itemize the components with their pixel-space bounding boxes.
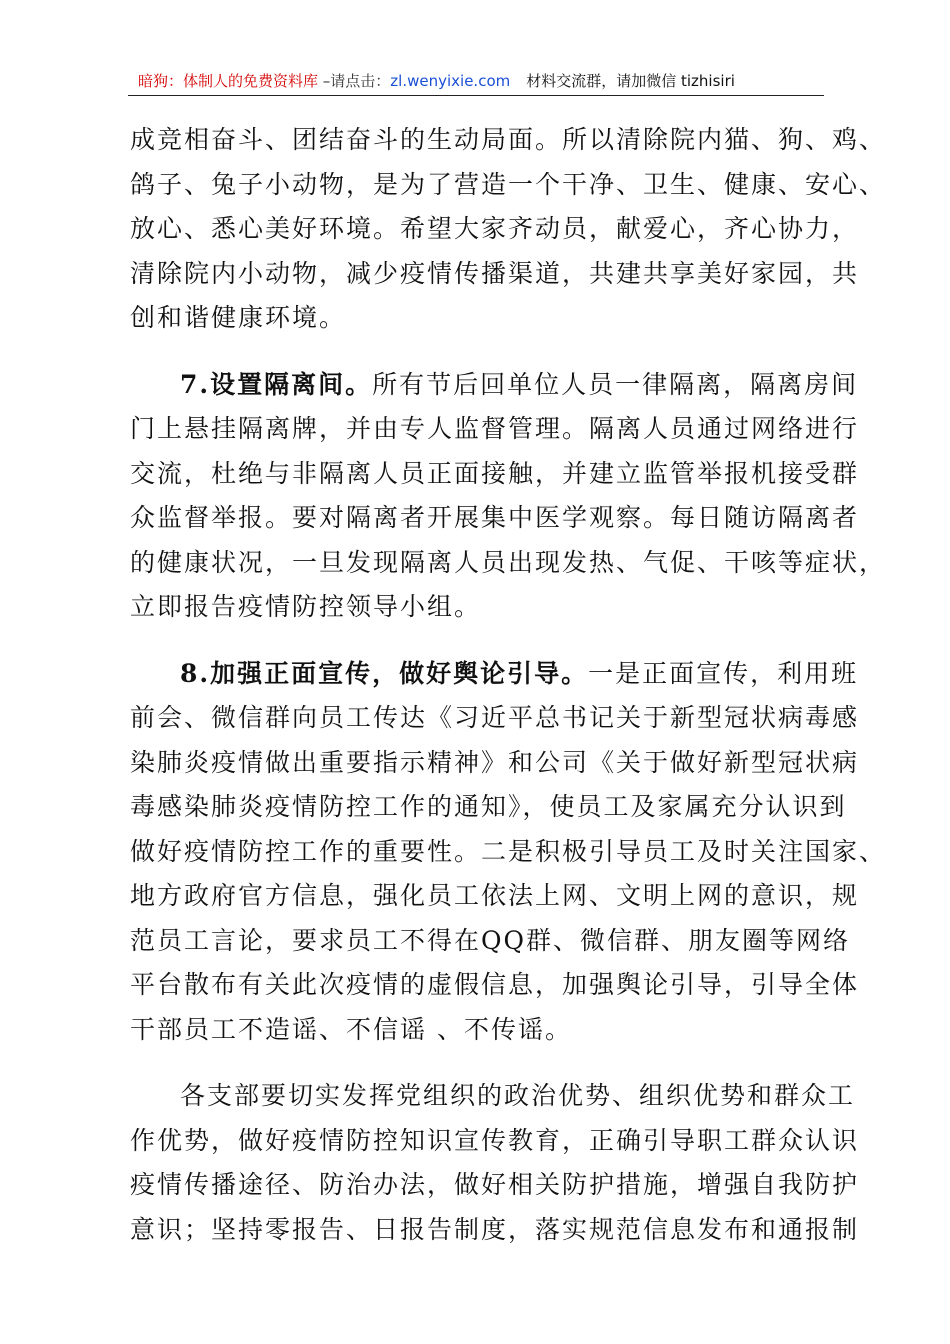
text-line: 放心、悉心美好环境。希望大家齐动员，献爱心，齐心协力， [130,214,860,243]
paragraph-publicity [130,652,887,1053]
paragraph-gap [130,341,842,363]
header-click-prompt: –请点击： [318,72,391,90]
paragraph-gap [130,1052,842,1074]
text-line: 毒感染肺炎疫情防控工作的通知》，使员工及家属充分认识到 [130,792,847,821]
section-heading: 8.加强正面宣传，做好舆论引导。 [180,658,589,688]
text-line: 做好疫情防控工作的重要性。二是积极引导员工及时关注国家、 [130,836,887,866]
text-line: 范员工言论，要求员工不得在QQ群、微信群、朋友圈等网络 [130,925,850,955]
text-line: 染肺炎疫情做出重要指示精神》和公司《关于做好新型冠状病 [130,747,860,777]
text-line: 作优势，做好疫情防控知识宣传教育，正确引导职工群众认识 [130,1125,860,1155]
text-line: 前会、微信群向员工传达《习近平总书记关于新型冠状病毒感 [130,703,860,732]
document-header [138,70,822,94]
header-link[interactable]: zl.wenyixie.com [390,72,511,90]
section-heading: 7.设置隔离间。 [180,369,373,399]
text-line: 成竞相奋斗、团结奋斗的生动局面。所以清除院内猫、狗、鸡、 [130,125,887,154]
text-line: 立即报告疫情防控领导小组。 [130,592,482,621]
text-line: 的健康状况，一旦发现隔离人员出现发热、气促、干咳等症状， [130,547,887,577]
text-line [130,363,859,408]
text-line: 平台散布有关此次疫情的虚假信息，加强舆论引导，引导全体 [130,970,860,999]
text-line [130,652,859,697]
paragraph-intro [130,118,887,341]
text-line: 门上悬挂隔离牌，并由专人监督管理。隔离人员通过网络进行 [130,414,860,443]
text-segment: 一是正面宣传，利用班 [588,658,859,688]
text-line: 干部员工不造谣、不信谣 、不传谣。 [130,1014,572,1044]
text-line: 疫情传播途径、防治办法，做好相关防护措施，增强自我防护 [130,1170,860,1199]
text-line: 清除院内小动物，减少疫情传播渠道，共建共享美好家园，共 [130,258,860,288]
text-line: 众监督举报。要对隔离者开展集中医学观察。每日随访隔离者 [130,503,860,532]
text-line: 意识；坚持零报告、日报告制度，落实规范信息发布和通报制 [130,1214,860,1244]
header-divider [128,95,824,96]
text-line: 各支部要切实发挥党组织的政治优势、组织优势和群众工 [180,1081,856,1110]
text-line: 鸽子、兔子小动物，是为了营造一个干净、卫生、健康、安心、 [130,169,887,199]
text-segment: 所有节后回单位人员一律隔离，隔离房间 [372,369,859,399]
paragraph-branches [130,1074,860,1252]
paragraph-gap [130,630,842,652]
text-line: 创和谐健康环境。 [130,303,347,332]
text-line: 地方政府官方信息，强化员工依法上网、文明上网的意识，规 [130,881,860,910]
header-source-name: 暗狗：体制人的免费资料库 [138,72,319,90]
document-body [130,118,887,1252]
header-wechat-note: 材料交流群，请加微信 tizhisiri [526,72,735,90]
paragraph-isolation [130,363,887,630]
text-line: 交流，杜绝与非隔离人员正面接触，并建立监管举报机接受群 [130,458,860,488]
